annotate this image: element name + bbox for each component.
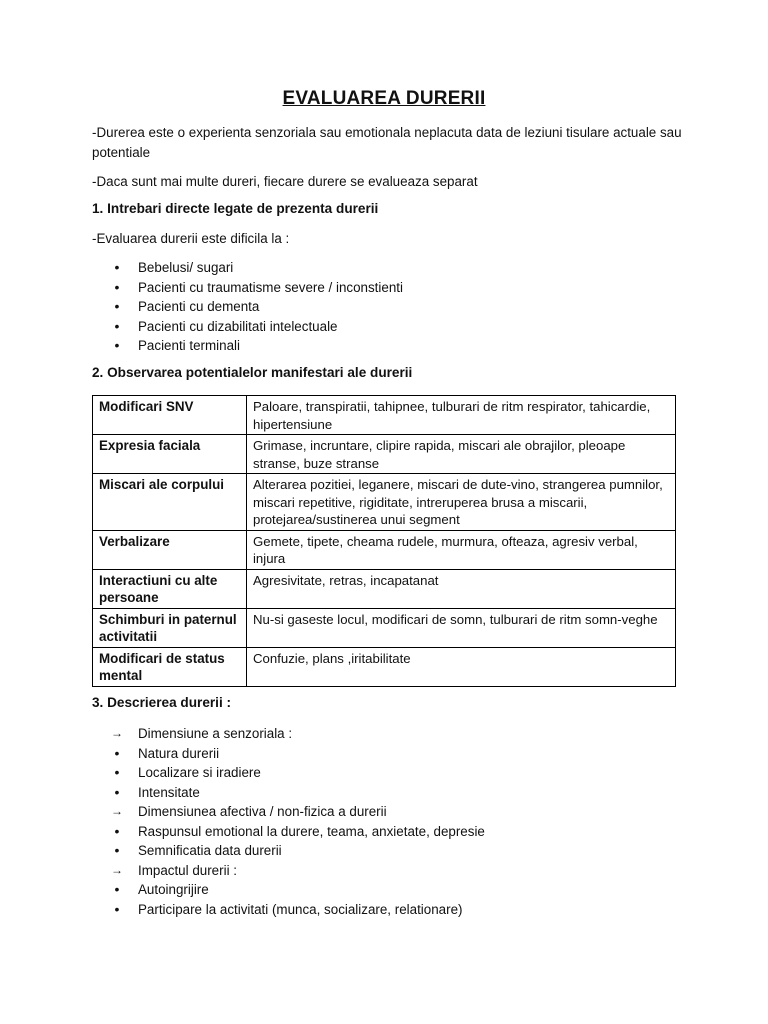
section-3-heading: 3. Descrierea durerii : bbox=[92, 695, 232, 710]
list-item: → Dimensiune a senzoriala : bbox=[92, 724, 485, 744]
list-item: → Dimensiunea afectiva / non-fizica a durerii bbox=[92, 802, 485, 822]
list-item: → Impactul durerii : bbox=[92, 861, 485, 881]
table-value-cell: Alterarea pozitiei, leganere, miscari de dute-vino, strangerea pumnilor, miscari repetitive, rigiditate, intreruperea brusa a miscarii, protejarea/sustinerea unui segment bbox=[247, 474, 676, 531]
table-value-cell: Gemete, tipete, cheama rudele, murmura, ofteaza, agresiv verbal, injura bbox=[247, 530, 676, 569]
page-title: EVALUAREA DURERII bbox=[282, 88, 486, 109]
bullet-icon: • bbox=[114, 317, 120, 334]
table-row bbox=[93, 647, 676, 686]
bullet-icon: • bbox=[114, 337, 120, 353]
table-value-cell: Agresivitate, retras, incapatanat bbox=[247, 569, 676, 608]
table-key-cell: Interactiuni cu alte persoane bbox=[93, 569, 247, 608]
table-key-cell: Verbalizare bbox=[93, 530, 247, 569]
list-item: • Semnificatia data durerii bbox=[92, 841, 485, 861]
section-2-heading: 2. Observarea potentialelor manifestari ale durerii bbox=[92, 365, 413, 380]
list-item: • Participare la activitati (munca, socializare, relationare) bbox=[92, 900, 485, 920]
bullet-icon: • bbox=[114, 764, 120, 780]
list-item: • Bebelusi/ sugari bbox=[92, 258, 403, 278]
list-item: • Natura durerii bbox=[92, 744, 485, 764]
table-row bbox=[93, 569, 676, 608]
list-item: • Pacienti cu dementa bbox=[92, 297, 403, 317]
table-row bbox=[93, 530, 676, 569]
table-key-cell: Modificari SNV bbox=[93, 396, 247, 435]
arrow-right-icon: → bbox=[111, 804, 123, 818]
table-value-cell: Grimase, incruntare, clipire rapida, miscari ale obrajilor, pleoape stranse, buze stranse bbox=[247, 435, 676, 474]
bullet-icon: • bbox=[114, 822, 120, 839]
bullet-icon: • bbox=[114, 842, 120, 858]
list-item: • Raspunsul emotional la durere, teama, anxietate, depresie bbox=[92, 822, 485, 842]
intro-definition: -Durerea este o experienta senzoriala sau emotionala neplacuta data de leziuni tisulare actuale sau potentiale bbox=[92, 125, 682, 160]
bullet-icon: • bbox=[114, 259, 120, 275]
table-row bbox=[93, 435, 676, 474]
list-item: • Localizare si iradiere bbox=[92, 763, 485, 783]
table-key-cell: Miscari ale corpului bbox=[93, 474, 247, 531]
table-value-cell: Paloare, transpiratii, tahipnee, tulburari de ritm respirator, tahicardie, hipertensiune bbox=[247, 396, 676, 435]
table-row bbox=[93, 608, 676, 647]
pain-manifestations-table bbox=[92, 395, 676, 687]
table-key-cell: Expresia faciala bbox=[93, 435, 247, 474]
table-value-cell: Nu-si gaseste locul, modificari de somn, tulburari de ritm somn-veghe bbox=[247, 608, 676, 647]
arrow-right-icon: → bbox=[111, 726, 123, 740]
list-item: • Pacienti cu dizabilitati intelectuale bbox=[92, 317, 403, 337]
table-value-cell: Confuzie, plans ,iritabilitate bbox=[247, 647, 676, 686]
section-1-heading: 1. Intrebari directe legate de prezenta durerii bbox=[92, 201, 379, 216]
intro-multiple-pains: -Daca sunt mai multe dureri, fiecare durere se evalueaza separat bbox=[92, 174, 478, 189]
arrow-right-icon: → bbox=[111, 862, 123, 877]
table-row bbox=[93, 474, 676, 531]
list-item: • Intensitate bbox=[92, 783, 485, 803]
pain-description-list bbox=[92, 724, 485, 919]
list-item: • Autoingrijire bbox=[92, 880, 485, 900]
bullet-icon: • bbox=[114, 783, 120, 800]
table-row bbox=[93, 396, 676, 435]
section-1-lead: -Evaluarea durerii este dificila la : bbox=[92, 231, 290, 246]
table-key-cell: Schimburi in paternul activitatii bbox=[93, 608, 247, 647]
bullet-icon: • bbox=[114, 900, 120, 917]
bullet-icon: • bbox=[114, 298, 120, 314]
table-key-cell: Modificari de status mental bbox=[93, 647, 247, 686]
bullet-icon: • bbox=[114, 744, 120, 761]
list-item: • Pacienti cu traumatisme severe / inconstienti bbox=[92, 278, 403, 298]
difficult-evaluation-list bbox=[92, 258, 403, 356]
bullet-icon: • bbox=[114, 881, 120, 897]
bullet-icon: • bbox=[114, 278, 120, 295]
list-item: • Pacienti terminali bbox=[92, 336, 403, 356]
